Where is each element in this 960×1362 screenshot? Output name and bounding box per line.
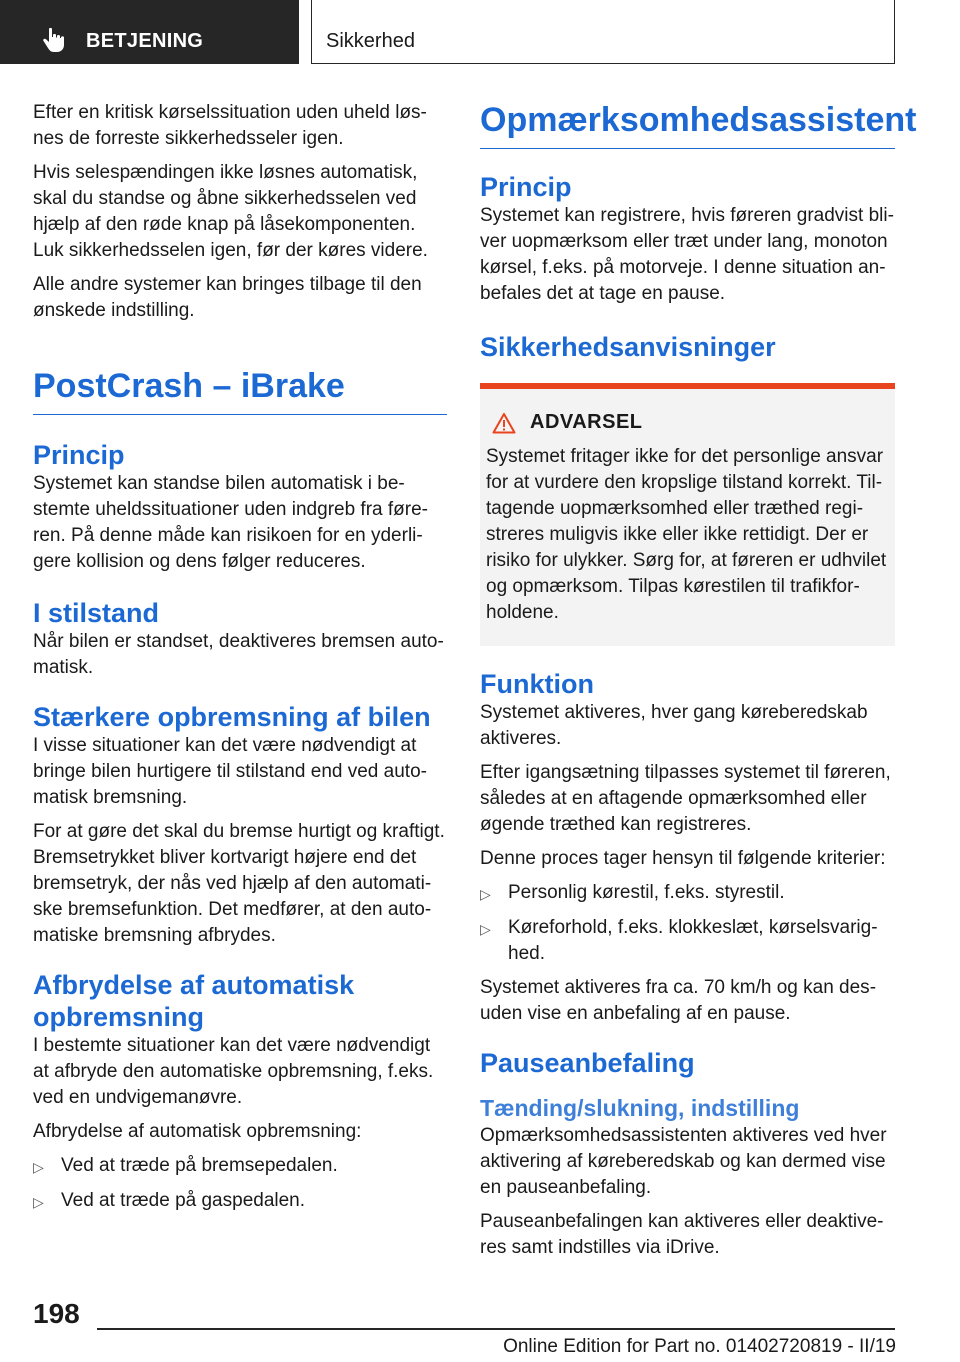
section-tab[interactable] bbox=[0, 0, 299, 64]
paragraph: Hvis selespændingen ikke løsnes automatisk, skal du standse og åbne sikkerhedsselen ved hjælp af den røde knap på låsekomponenten. Luk sikkerhedsselen igen, før der køres videre. bbox=[33, 162, 428, 261]
heading-princip: Princip bbox=[33, 440, 125, 470]
heading-princip: Princip bbox=[480, 172, 572, 202]
paragraph: Systemet kan standse bilen automatisk i bestemte uheldssituationer uden indgreb fra føreren. På denne måde kan risikoen for en yderligere kollision og dens følger reduceres. bbox=[33, 473, 428, 572]
heading-taending: Tænding/slukning, indstilling bbox=[480, 1095, 800, 1121]
chapter-tab[interactable] bbox=[311, 0, 895, 64]
paragraph: Alle andre systemer kan bringes tilbage til den ønskede indstilling. bbox=[33, 274, 422, 321]
warning-text: Systemet fritager ikke for det personlige ansvar for at vurdere den kropslige tilstand korrekt. Tiltagende uopmærksomhed eller træthed registreres muligvis ikke eller ikke rettidigt. Der er risiko for ulykker. Sørg for, at føreren er udhvilet og opmærksom. Tilpas kørestilen til trafikforholdene. bbox=[486, 446, 887, 623]
section-title-opmaerksomhed: Opmærksomhedsassistent bbox=[480, 100, 895, 149]
heading-afbrydelse: Afbrydelse af automatisk opbremsning bbox=[33, 970, 355, 1032]
paragraph: Systemet aktiveres, hver gang køreberedskab aktiveres. bbox=[480, 702, 868, 749]
page-header bbox=[0, 0, 960, 64]
warning-triangle-icon bbox=[492, 412, 516, 434]
paragraph: Pauseanbefalingen kan aktiveres eller deaktiveres samt indstilles via iDrive. bbox=[480, 1211, 884, 1258]
triangle-bullet-icon: ▷ bbox=[480, 921, 491, 937]
list-item: ▷ Personlig kørestil, f.eks. styrestil. bbox=[480, 880, 895, 907]
paragraph: For at gøre det skal du bremse hurtigt og kraftigt. Bremsetrykket bliver kortvarigt højere end det bremsetryk, der nås ved hjælp af den automatiske bremsefunktion. Det medfører, at den automatiske bremsning afbrydes. bbox=[33, 821, 445, 946]
list-item: ▷ Ved at træde på bremsepedalen. bbox=[33, 1153, 447, 1180]
paragraph: Efter igangsætning tilpasses systemet til føreren, således at en aftagende opmærksomhed eller øgende træthed kan registreres. bbox=[480, 762, 891, 835]
paragraph: I visse situationer kan det være nødvendigt at bringe bilen hurtigere til stilstand end ved automatisk bremsning. bbox=[33, 735, 427, 808]
paragraph: I bestemte situationer kan det være nødvendigt at afbryde den automatiske opbremsning, f.eks. ved en undvigemanøvre. bbox=[33, 1035, 434, 1108]
warning-box bbox=[480, 383, 895, 646]
heading-stilstand: I stilstand bbox=[33, 598, 160, 628]
triangle-bullet-icon: ▷ bbox=[480, 886, 491, 902]
paragraph: Systemet aktiveres fra ca. 70 km/h og kan desuden vise en anbefaling af en pause. bbox=[480, 977, 877, 1024]
paragraph: Efter en kritisk kørselssituation uden uheld løs- nes de forreste sikkerhedsseler igen. bbox=[33, 102, 427, 149]
list-item: ▷ Ved at træde på gaspedalen. bbox=[33, 1188, 447, 1215]
right-column bbox=[480, 100, 917, 1269]
warning-header bbox=[486, 411, 887, 434]
warning-title: ADVARSEL bbox=[530, 411, 643, 433]
heading-sikkerhedsanvisninger: Sikkerhedsanvisninger bbox=[480, 332, 776, 362]
section-label: BETJENING bbox=[86, 30, 204, 52]
list-item: ▷ Køreforhold, f.eks. klokkeslæt, kørselsvarighed. bbox=[480, 915, 895, 967]
heading-pauseanbefaling: Pauseanbefaling bbox=[480, 1048, 695, 1078]
triangle-bullet-icon: ▷ bbox=[33, 1159, 44, 1175]
footer-divider bbox=[97, 1328, 895, 1330]
triangle-bullet-icon: ▷ bbox=[33, 1194, 44, 1210]
left-column bbox=[33, 100, 447, 1223]
paragraph: Denne proces tager hensyn til følgende kriterier: bbox=[480, 848, 886, 869]
edition-text: Online Edition for Part no. 01402720819 - II/19 bbox=[503, 1336, 896, 1357]
paragraph: Systemet kan registrere, hvis føreren gradvist bliver uopmærksom eller træt under lang, monoton kørsel, f.eks. på motorveje. I denne situation anbefales det at tage en pause. bbox=[480, 205, 894, 304]
paragraph: Opmærksomhedsassistenten aktiveres ved hver aktivering af køreberedskab og kan dermed vise en pauseanbefaling. bbox=[480, 1125, 887, 1198]
paragraph: Når bilen er standset, deaktiveres bremsen automatisk. bbox=[33, 631, 444, 678]
page-number: 198 bbox=[33, 1298, 80, 1329]
chapter-label: Sikkerhed bbox=[326, 30, 415, 52]
hand-pointer-icon bbox=[40, 26, 68, 54]
heading-funktion: Funktion bbox=[480, 669, 594, 699]
heading-staerkere: Stærkere opbremsning af bilen bbox=[33, 702, 431, 732]
section-title-postcrash: PostCrash – iBrake bbox=[33, 366, 447, 415]
paragraph: Afbrydelse af automatisk opbremsning: bbox=[33, 1121, 362, 1142]
